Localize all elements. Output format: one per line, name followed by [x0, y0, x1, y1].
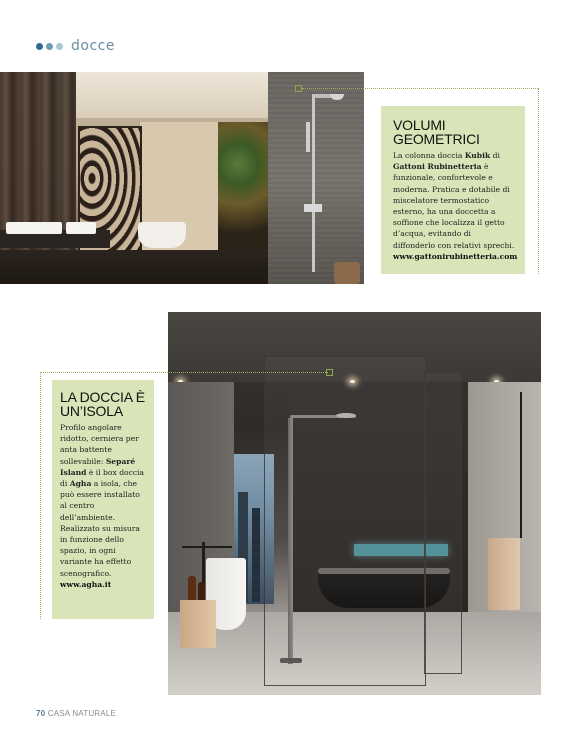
article-body: La colonna doccia Kubik di Gattoni Rubinetteria è funzionale, confortevole e moderna. Pratica e dotabile di miscelatore termostatico esterno, ha una doccetta a soffione che localizza il getto d’acqua, evitando di diffonderlo con relativi sprechi. www.gattonirubinetteria.com — [393, 151, 518, 261]
article-doccia-isola — [52, 380, 154, 619]
header-dot-icon — [46, 43, 53, 50]
shower-box-photo — [168, 312, 541, 695]
brand-url[interactable]: www.gattonirubinetteria.com — [393, 251, 518, 261]
article-title: VOLUMI GEOMETRICI — [393, 117, 480, 147]
brand-url[interactable]: www.agha.it — [60, 579, 112, 589]
product-name: Kubik — [464, 151, 491, 160]
callout-line — [538, 88, 539, 274]
article-volumi-geometrici — [381, 106, 525, 274]
page-number: 70 — [36, 709, 46, 718]
section-header — [36, 38, 115, 54]
article-body: Profilo angolare ridotto, cerniera per anta battente sollevabile: Separé Island è il box doccia di Agha a isola, che può essere installato al centro dell’ambiente. Realizzato su misura in funzione dello spazio, in ogni variante ha effetto scenografico. www.agha.it — [60, 423, 145, 589]
header-dot-icon — [56, 43, 63, 50]
product-name: Separé Island — [60, 456, 136, 477]
article-title: LA DOCCIA È UN’ISOLA — [60, 389, 145, 419]
callout-line — [40, 372, 41, 619]
bathroom-photo — [0, 72, 364, 284]
section-title: docce — [71, 38, 115, 54]
callout-marker-icon — [326, 369, 333, 376]
brand-name: Agha — [69, 479, 92, 489]
magazine-name: CASA NATURALE — [47, 709, 116, 718]
callout-marker-icon — [295, 85, 302, 92]
page-footer — [36, 709, 116, 718]
callout-line — [302, 88, 538, 89]
callout-line — [40, 372, 328, 373]
brand-name: Gattoni Rubinetteria — [393, 162, 482, 172]
header-dot-icon — [36, 43, 43, 50]
